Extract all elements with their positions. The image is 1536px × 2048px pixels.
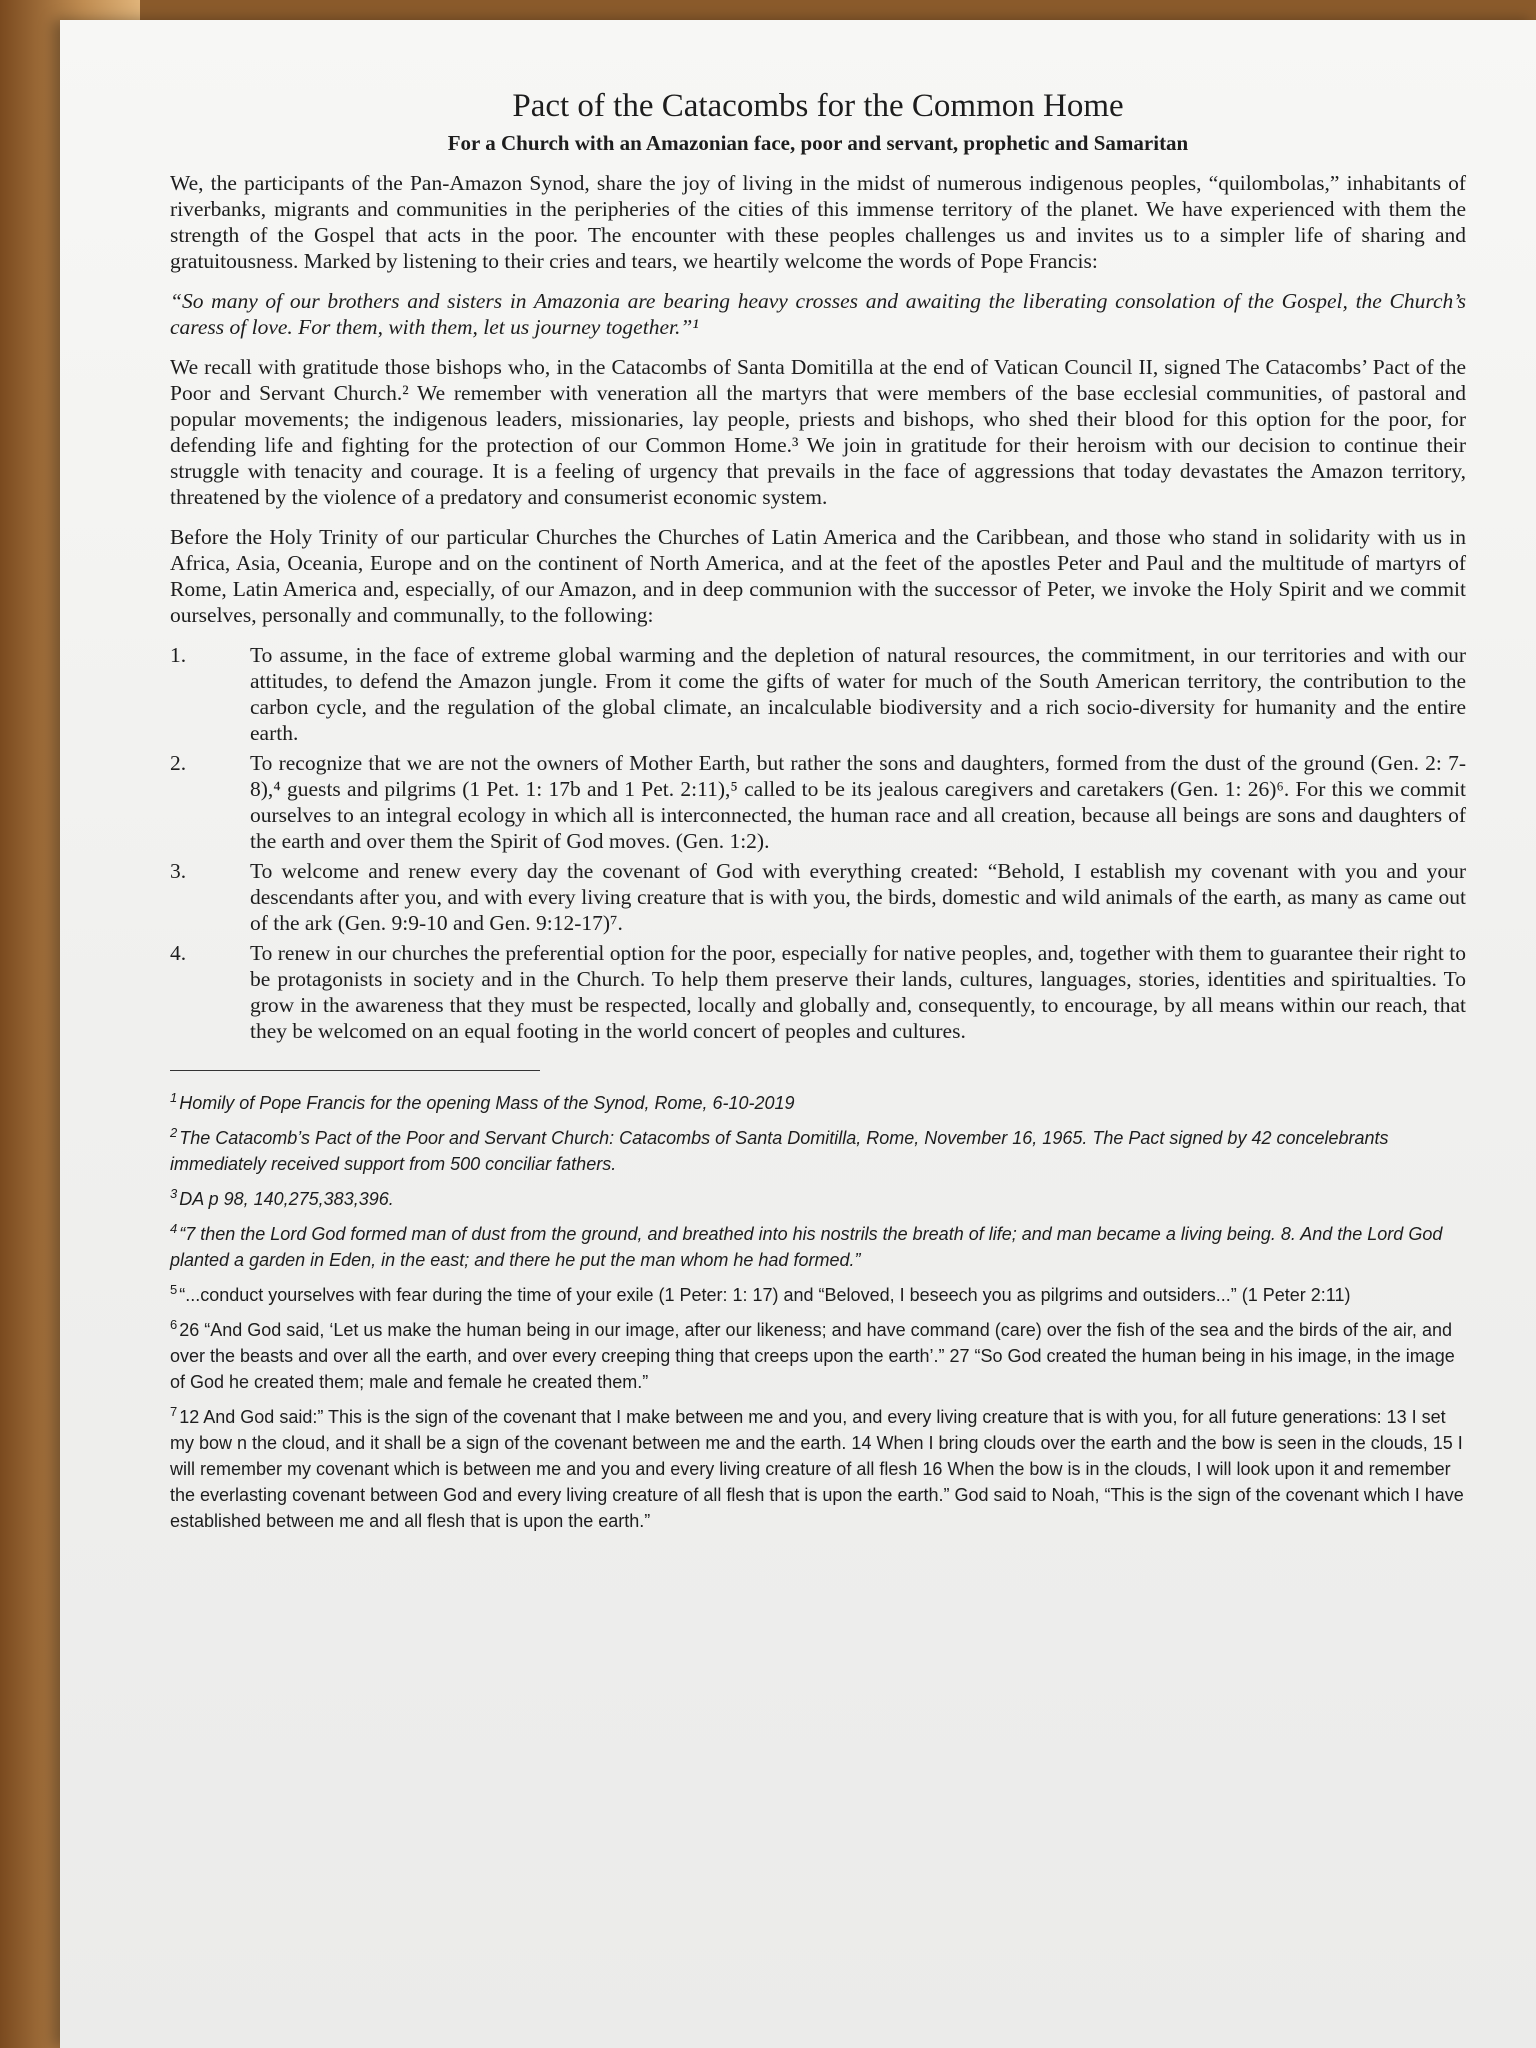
commitment-list: [170, 642, 1466, 1044]
footnote-number: 3: [170, 1186, 178, 1201]
footnote-number: 2: [170, 1125, 178, 1140]
gratitude-paragraph: We recall with gratitude those bishops who, in the Catacombs of Santa Domitilla at the end of Vatican Council II, signed The Catacombs’ Pact of the Poor and Servant Church.² We remember with veneration all the martyrs that were members of the base ecclesial communities, of pastoral and popular movements; the indigenous leaders, missionaries, lay people, priests and bishops, who shed their blood for this option for the poor, for defending life and fighting for the protection of our Common Home.³ We join in gratitude for their heroism with our decision to continue their struggle with tenacity and courage. It is a feeling of urgency that prevails in the face of aggressions that today devastates the Amazon territory, threatened by the violence of a predatory and consumerist economic system.: [170, 355, 1466, 509]
footnote: [170, 1181, 1466, 1212]
footnote: [170, 1120, 1466, 1177]
list-item-number: 2.: [170, 751, 187, 775]
intro-paragraph: We, the participants of the Pan-Amazon Synod, share the joy of living in the midst of numerous indigenous peoples, “quilombolas,” inhabitants of riverbanks, migrants and communities in the peripheries of the cities of this immense territory of the planet. We have experienced with them the strength of the Gospel that acts in the poor. The encounter with these peoples challenges us and invites us to a simpler life of sharing and gratuitousness. Marked by listening to their cries and tears, we heartily welcome the words of Pope Francis:: [170, 171, 1466, 273]
footnote-number: 6: [170, 1317, 178, 1332]
list-item: [170, 940, 1466, 1044]
footnote-text: DA p 98, 140,275,383,396.: [179, 1189, 394, 1209]
list-item-text: To recognize that we are not the owners of Mother Earth, but rather the sons and daughters, formed from the dust of the ground (Gen. 2: 7-8),⁴ guests and pilgrims (1 Pet. 1: 17b and 1 Pet. 2:11),⁵ called to be its jealous caregivers and caretakers (Gen. 1: 26)⁶. For this we commit ourselves to an integral ecology in which all is interconnected, the human race and all creation, because all beings are sons and daughters of the earth and over them the Spirit of God moves. (Gen. 1:2).: [250, 751, 1466, 853]
footnote: [170, 1399, 1466, 1534]
list-item-number: 4.: [170, 941, 187, 965]
pope-quote: “So many of our brothers and sisters in Amazonia are bearing heavy crosses and awaiting the liberating consolation of the Gospel, the Church’s caress of love. For them, with them, let us journey together.”¹: [170, 289, 1466, 339]
footnote-text: “...conduct yourselves with fear during the time of your exile (1 Peter: 1: 17) and “Beloved, I beseech you as pilgrims and outsiders...” (1 Peter 2:11): [179, 1285, 1351, 1305]
footnote-text: “7 then the Lord God formed man of dust from the ground, and breathed into his nostrils the breath of life; and man became a living being. 8. And the Lord God planted a garden in Eden, in the east; and there he put the man whom he had formed.”: [170, 1224, 1443, 1270]
footnote-text: The Catacomb’s Pact of the Poor and Servant Church: Catacombs of Santa Domitilla, Rome, November 16, 1965. The Pact signed by 42 concelebrants immediately received support from 500 conciliar fathers.: [170, 1128, 1389, 1174]
footnote: [170, 1312, 1466, 1395]
list-item-text: To welcome and renew every day the covenant of God with everything created: “Behold, I establish my covenant with you and your descendants after you, and with every living creature that is with you, the birds, domestic and wild animals of the earth, as many as came out of the ark (Gen. 9:9-10 and Gen. 9:12-17)⁷.: [250, 859, 1466, 935]
list-item-number: 3.: [170, 859, 187, 883]
footnotes: [170, 1085, 1466, 1534]
list-item: [170, 858, 1466, 936]
footnote: [170, 1277, 1466, 1308]
footnote: [170, 1216, 1466, 1273]
document-page: [60, 20, 1536, 2048]
document-subtitle: For a Church with an Amazonian face, poor and servant, prophetic and Samaritan: [447, 131, 1189, 155]
footnote-number: 1: [170, 1090, 178, 1105]
list-item: [170, 750, 1466, 854]
footnote: [170, 1085, 1466, 1116]
list-item-number: 1.: [170, 643, 187, 667]
list-item-text: To renew in our churches the preferential option for the poor, especially for native peoples, and, together with them to guarantee their right to be protagonists in society and in the Church. To help them preserve their lands, cultures, languages, stories, identities and spiritualties. To grow in the awareness that they must be respected, locally and globally and, consequently, to encourage, by all means within our reach, that they be welcomed on an equal footing in the world concert of peoples and cultures.: [250, 941, 1466, 1043]
footnote-number: 4: [170, 1221, 178, 1236]
footnote-number: 5: [170, 1282, 178, 1297]
footnote-text: 12 And God said:” This is the sign of the covenant that I make between me and you, and every living creature that is with you, for all future generations: 13 I set my bow n the cloud, and it shall be a sign of the covenant between me and the earth. 14 When I bring clouds over the earth and the bow is seen in the clouds, 15 I will remember my covenant which is between me and you and every living creature of all flesh 16 When the bow is in the clouds, I will look upon it and remember the everlasting covenant between God and every living creature of all flesh that is upon the earth.” God said to Noah, “This is the sign of the covenant which I have established between me and all flesh that is upon the earth.”: [170, 1407, 1464, 1531]
footnote-number: 7: [170, 1404, 178, 1419]
document-title: Pact of the Catacombs for the Common Home: [512, 88, 1124, 124]
footnote-text: 26 “And God said, ‘Let us make the human being in our image, after our likeness; and have command (care) over the fish of the sea and the birds of the air, and over the beasts and over all the earth, and over every creeping thing that creeps upon the earth’.” 27 “So God created the human being in his image, in the image of God he created them; male and female he created them.”: [170, 1320, 1455, 1392]
footnote-divider: [170, 1070, 540, 1071]
footnote-text: Homily of Pope Francis for the opening Mass of the Synod, Rome, 6-10-2019: [179, 1093, 795, 1113]
list-item: [170, 642, 1466, 746]
list-item-text: To assume, in the face of extreme global warming and the depletion of natural resources, the commitment, in our territories and with our attitudes, to defend the Amazon jungle. From it come the gifts of water for much of the South American territory, the contribution to the carbon cycle, and the regulation of the global climate, an incalculable biodiversity and a rich socio-diversity for humanity and the entire earth.: [250, 643, 1466, 745]
commitment-paragraph: Before the Holy Trinity of our particular Churches the Churches of Latin America and the Caribbean, and those who stand in solidarity with us in Africa, Asia, Oceania, Europe and on the continent of North America, and at the feet of the apostles Peter and Paul and the multitude of martyrs of Rome, Latin America and, especially, of our Amazon, and in deep communion with the successor of Peter, we invoke the Holy Spirit and we commit ourselves, personally and communally, to the following:: [170, 525, 1466, 627]
